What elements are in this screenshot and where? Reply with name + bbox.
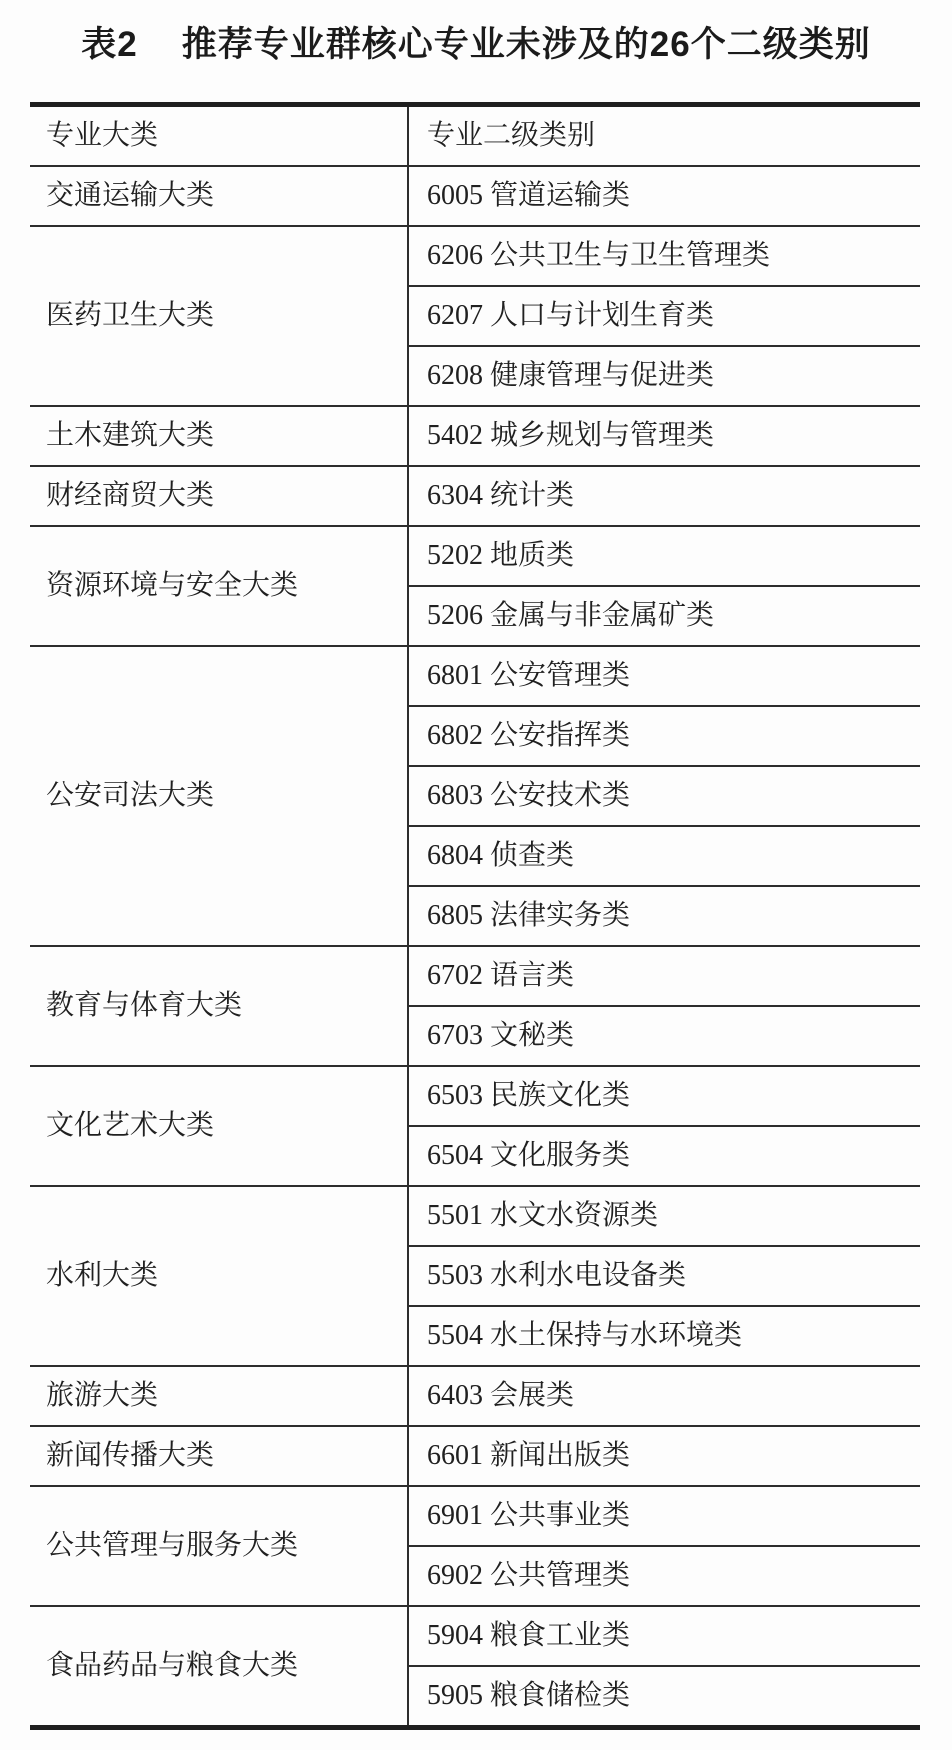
secondary-category-cell: 6503 民族文化类 xyxy=(408,1066,920,1126)
secondary-category-cell: 5206 金属与非金属矿类 xyxy=(408,586,920,646)
table-caption: 推荐专业群核心专业未涉及的26个二级类别 xyxy=(181,25,871,64)
table-row xyxy=(30,406,920,466)
major-category-cell: 新闻传播大类 xyxy=(30,1426,408,1486)
header-secondary-category: 专业二级类别 xyxy=(408,105,920,167)
header-row xyxy=(30,105,920,167)
table-row xyxy=(30,1366,920,1426)
secondary-category-cell: 6504 文化服务类 xyxy=(408,1126,920,1186)
table-row xyxy=(30,226,920,286)
major-category-cell: 公安司法大类 xyxy=(30,646,408,946)
table-row xyxy=(30,466,920,526)
secondary-category-cell: 6802 公安指挥类 xyxy=(408,706,920,766)
secondary-category-cell: 6208 健康管理与促进类 xyxy=(408,346,920,406)
secondary-category-cell: 5503 水利水电设备类 xyxy=(408,1246,920,1306)
major-category-cell: 财经商贸大类 xyxy=(30,466,408,526)
secondary-category-cell: 5504 水土保持与水环境类 xyxy=(408,1306,920,1366)
table-row xyxy=(30,1486,920,1546)
category-table xyxy=(30,102,920,1730)
secondary-category-cell: 6206 公共卫生与卫生管理类 xyxy=(408,226,920,286)
major-category-cell: 旅游大类 xyxy=(30,1366,408,1426)
header-major-category: 专业大类 xyxy=(30,105,408,167)
table-row xyxy=(30,946,920,1006)
table-row xyxy=(30,646,920,706)
major-category-cell: 水利大类 xyxy=(30,1186,408,1366)
secondary-category-cell: 6702 语言类 xyxy=(408,946,920,1006)
table-row xyxy=(30,1426,920,1486)
table-row xyxy=(30,526,920,586)
major-category-cell: 资源环境与安全大类 xyxy=(30,526,408,646)
secondary-category-cell: 6703 文秘类 xyxy=(408,1006,920,1066)
secondary-category-cell: 6304 统计类 xyxy=(408,466,920,526)
secondary-category-cell: 6803 公安技术类 xyxy=(408,766,920,826)
table-row xyxy=(30,166,920,226)
table-title xyxy=(0,0,952,68)
table-row xyxy=(30,1186,920,1246)
secondary-category-cell: 5202 地质类 xyxy=(408,526,920,586)
major-category-cell: 土木建筑大类 xyxy=(30,406,408,466)
major-category-cell: 公共管理与服务大类 xyxy=(30,1486,408,1606)
secondary-category-cell: 6005 管道运输类 xyxy=(408,166,920,226)
secondary-category-cell: 6805 法律实务类 xyxy=(408,886,920,946)
secondary-category-cell: 5904 粮食工业类 xyxy=(408,1606,920,1666)
secondary-category-cell: 5905 粮食储检类 xyxy=(408,1666,920,1728)
secondary-category-cell: 6901 公共事业类 xyxy=(408,1486,920,1546)
major-category-cell: 交通运输大类 xyxy=(30,166,408,226)
secondary-category-cell: 5501 水文水资源类 xyxy=(408,1186,920,1246)
secondary-category-cell: 6801 公安管理类 xyxy=(408,646,920,706)
table-row xyxy=(30,1606,920,1666)
table-number-label: 表2 xyxy=(81,25,138,64)
secondary-category-cell: 6902 公共管理类 xyxy=(408,1546,920,1606)
secondary-category-cell: 6804 侦查类 xyxy=(408,826,920,886)
major-category-cell: 教育与体育大类 xyxy=(30,946,408,1066)
secondary-category-cell: 6403 会展类 xyxy=(408,1366,920,1426)
secondary-category-cell: 6601 新闻出版类 xyxy=(408,1426,920,1486)
secondary-category-cell: 6207 人口与计划生育类 xyxy=(408,286,920,346)
secondary-category-cell: 5402 城乡规划与管理类 xyxy=(408,406,920,466)
major-category-cell: 文化艺术大类 xyxy=(30,1066,408,1186)
major-category-cell: 食品药品与粮食大类 xyxy=(30,1606,408,1728)
table-row xyxy=(30,1066,920,1126)
major-category-cell: 医药卫生大类 xyxy=(30,226,408,406)
